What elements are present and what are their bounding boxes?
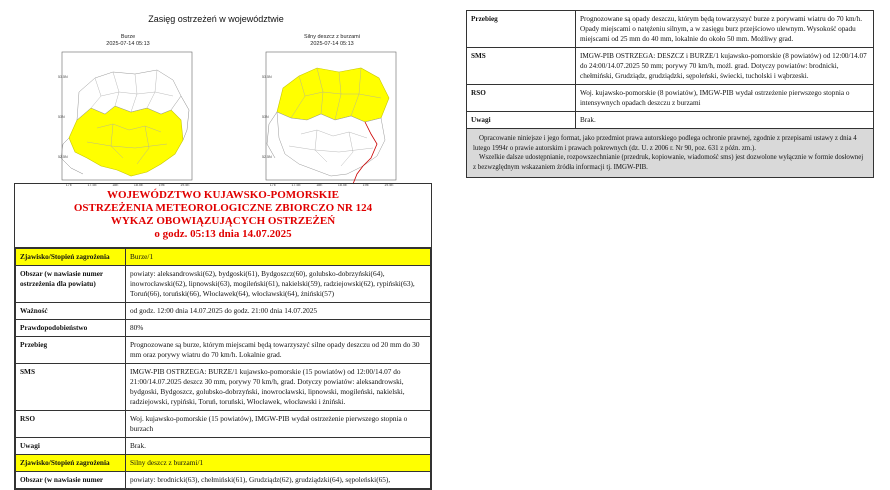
- w2-area-value: powiaty: brodnicki(63), chełmiński(61), Grudziądz(62), grudziądzki(64), sępoleński(65),: [126, 472, 431, 489]
- w1-notes-value: Brak.: [126, 438, 431, 455]
- warnings-table: [15, 248, 431, 489]
- map-y-tick: 53.5N: [262, 75, 272, 79]
- w2-sms-value: IMGW-PIB OSTRZEGA: DESZCZ i BURZE/1 kujawsko-pomorskie (8 powiatów) od 12:00/14.07 do 24:00/14.07.2025 50 mm; porywy 70 km/h, możl. grad. Dotyczy powiatów: brodnicki, chełmiński, Grudziądz, grudziądzki, sępoleński, świecki, tucholski i wąbrzeski.: [576, 48, 874, 85]
- w1-type-label: Zjawisko/Stopień zagrożenia: [16, 249, 126, 266]
- map-y-tick: 52.5N: [58, 155, 68, 159]
- map-x-tick: 17.5E: [87, 183, 97, 187]
- map-x-tick: 19E: [362, 183, 370, 187]
- map-x-tick: 18E: [112, 183, 119, 187]
- w1-prob-label: Prawdopodobieństwo: [16, 320, 126, 337]
- w1-course-label: Przebieg: [16, 337, 126, 364]
- w1-rso-row: [16, 411, 431, 438]
- map-x-tick: 18E: [316, 183, 323, 187]
- continuation-table: [466, 10, 874, 129]
- copyright-paragraph-1: Opracowanie niniejsze i jego format, jako przedmiot prawa autorskiego podlega ochronie prawnej, zgodnie z przepisami ustawy z dnia 4 lutego 1994r o prawie autorskim i prawach pokrewnych (dz. U. z 2006 r. Nr 90, poz. 631 z późn. zm.).: [473, 135, 857, 152]
- w2-sms-row: [467, 48, 874, 85]
- w1-area-value: powiaty: aleksandrowski(62), bydgoski(61), Bydgoszcz(60), golubsko-dobrzyński(64), inowrocławski(62), lipnowski(63), mogileński(61), nakielski(59), radziejowski(62), rypiński(63), Toruń(66), toruński(66), Włocławek(64), włocławski(64), żniński(57): [126, 266, 431, 303]
- map-x-tick: 19.5E: [180, 183, 190, 187]
- map-x-tick: 17E: [65, 183, 73, 187]
- w2-type-label: Zjawisko/Stopień zagrożenia: [16, 455, 126, 472]
- w2-type-value: Silny deszcz z burzami/1: [126, 455, 431, 472]
- map-x-tick: 18.5E: [133, 183, 144, 187]
- w2-area-label: Obszar (w nawiasie numer: [16, 472, 126, 489]
- w1-notes-label: Uwagi: [16, 438, 126, 455]
- w2-rso-row: [467, 85, 874, 112]
- w1-rso-value: Woj. kujawsko-pomorskie (15 powiatów), IMGW-PIB wydał ostrzeżenie pierwszego stopnia o burzach: [126, 411, 431, 438]
- w1-validity-row: [16, 303, 431, 320]
- w1-area-label: Obszar (w nawiasie numer ostrzeżenia dla powiatu): [16, 266, 126, 303]
- w1-sms-label: SMS: [16, 364, 126, 411]
- w1-prob-value: 80%: [126, 320, 431, 337]
- w1-type-row: [16, 249, 431, 266]
- map-silny-deszcz: [261, 34, 403, 188]
- w1-prob-row: [16, 320, 431, 337]
- w1-notes-row: [16, 438, 431, 455]
- w2-course-row: [467, 11, 874, 48]
- header-list: WYKAZ OBOWIĄZUJĄCYCH OSTRZEŻEŃ: [110, 215, 336, 227]
- w2-notes-row: [467, 112, 874, 129]
- w2-course-value: Prognozowane są opady deszczu, którym będą towarzyszyć burze z porywami wiatru do 70 km/h. Opady miejscami o natężeniu silnym, a w zasięgu burz przejściowo ulewnym. Wysokość opadu miejscami od 25 mm do 40 mm, lokalnie do około 50 mm. Możliwy grad.: [576, 11, 874, 48]
- copyright-paragraph-2: Wszelkie dalsze udostępnianie, rozpowszechnianie (przedruk, kopiowanie, wiadomość sms) jest dozwolone wyłącznie w formie dosłownej z bezwzględnym wskazaniem źródła informacji tj. IMGW-PIB.: [473, 154, 864, 171]
- map-x-tick: 19.5E: [384, 183, 394, 187]
- map-x-tick: 17E: [269, 183, 277, 187]
- w1-course-value: Prognozowane są burze, którym miejscami będą towarzyszyć silne opady deszczu od 20 mm do 30 mm oraz porywy wiatru do 70 km/h. Lokalnie grad.: [126, 337, 431, 364]
- w2-area-row: [16, 472, 431, 489]
- w1-validity-value: od godz. 12:00 dnia 14.07.2025 do godz. 21:00 dnia 14.07.2025: [126, 303, 431, 320]
- maps-title: Zasięg ostrzeżeń w województwie: [148, 14, 284, 24]
- warnings-document: [14, 183, 432, 490]
- w2-notes-value: Brak.: [576, 112, 874, 129]
- map-y-tick: 53N: [262, 115, 269, 119]
- copyright-notice: [466, 129, 874, 178]
- w1-validity-label: Ważność: [16, 303, 126, 320]
- map-silny-deszcz-name: Silny deszcz z burzami: [304, 34, 360, 40]
- map-x-tick: 18.5E: [337, 183, 348, 187]
- header-number: OSTRZEŻENIA METEOROLOGICZNE ZBIORCZO NR 124: [73, 202, 373, 214]
- document-header: [15, 184, 431, 248]
- w1-sms-value: IMGW-PIB OSTRZEGA: BURZE/1 kujawsko-pomorskie (15 powiatów) od 12:00/14.07 do 21:00/14.07.2025 deszcz 30 mm, porywy 70 km/h, grad. Dotyczy powiatów: aleksandrowski, bydgoski, Bydgoszcz, golubsko-dobrzyński, inowrocławski, lipnowski, mogileński, nakielski, radziejowski, rypiński, Toruń, toruński, Włocławek, włocławski i żniński.: [126, 364, 431, 411]
- w2-rso-label: RSO: [467, 85, 576, 112]
- map-burze-figure: [57, 48, 199, 188]
- continuation-page: [466, 10, 874, 178]
- header-time: o godz. 05:13 dnia 14.07.2025: [154, 228, 292, 240]
- map-burze-name: Burze: [120, 34, 136, 40]
- map-y-tick: 52.5N: [262, 155, 272, 159]
- map-silny-deszcz-date: 2025-07-14 05:13: [310, 41, 354, 47]
- header-region: WOJEWÓDZTWO KUJAWSKO-POMORSKIE: [107, 189, 339, 201]
- w2-type-row: [16, 455, 431, 472]
- w1-type-value: Burze/1: [126, 249, 431, 266]
- map-silny-deszcz-figure: [261, 48, 403, 188]
- map-y-tick: 53.5N: [58, 75, 68, 79]
- map-y-tick: 53N: [58, 115, 65, 119]
- w1-rso-label: RSO: [16, 411, 126, 438]
- w1-course-row: [16, 337, 431, 364]
- w2-rso-value: Woj. kujawsko-pomorskie (8 powiatów), IMGW-PIB wydał ostrzeżenie pierwszego stopnia o intensywnych opadach deszczu z burzami: [576, 85, 874, 112]
- map-x-tick: 19E: [158, 183, 166, 187]
- w2-course-label: Przebieg: [467, 11, 576, 48]
- w2-sms-label: SMS: [467, 48, 576, 85]
- map-x-tick: 17.5E: [291, 183, 301, 187]
- map-burze: [57, 34, 199, 188]
- w1-area-row: [16, 266, 431, 303]
- w1-sms-row: [16, 364, 431, 411]
- map-burze-date: 2025-07-14 05:13: [106, 41, 150, 47]
- w2-notes-label: Uwagi: [467, 112, 576, 129]
